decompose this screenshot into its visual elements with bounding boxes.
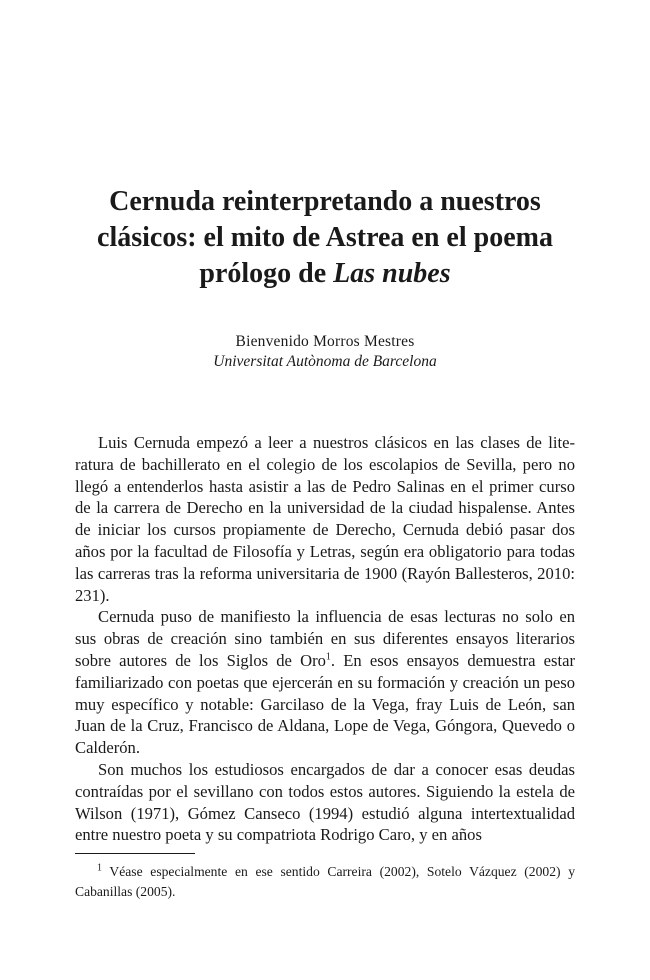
footnote-divider xyxy=(75,853,195,854)
author-name: Bienvenido Morros Mestres xyxy=(235,333,415,350)
footnote-number: 1 xyxy=(97,862,102,874)
footnote-1 xyxy=(75,862,575,902)
byline xyxy=(0,332,650,372)
paragraph-2 xyxy=(75,606,575,759)
paragraph-1: Luis Cernuda empezó a leer a nuestros clásicos en las clases de literatura de bachillerato en el colegio de los escolapios de Sevilla, pero no llegó a entenderlos hasta asistir a las de Pedro Salinas en el primer curso de la carrera de Derecho en la universidad de la ciudad hispalense. Antes de iniciar los cursos propiamente de Derecho, Cernuda debió pasar dos años por la facultad de Filosofía y Letras, según era obligatorio para todas las carreras tras la reforma universitaria de 1900 (Rayón Ballesteros, 2010: 231). xyxy=(75,433,575,605)
title-italic-work: Las nubes xyxy=(333,258,451,289)
article-title xyxy=(60,184,590,292)
title-text: Cernuda reinterpretando a nuestros clásicos: el mito de Astrea en el poema prólogo de xyxy=(97,186,553,289)
paragraph-3: Son muchos los estudiosos encargados de dar a conocer esas deudas contraídas por el sevillano con todos estos autores. Siguiendo la estela de Wilson (1971), Gómez Canseco (1994) estudió alguna intertextualidad entre nuestro poeta y su compatriota Rodrigo Caro, y en años xyxy=(75,759,575,845)
footnote-reference: 1 xyxy=(325,651,331,663)
paragraph-2-text-b: . En esos ensayos demuestra estar familiarizado con poetas que ejercerán en su formación y creación un peso muy específico y notable: Garcilaso de la Vega, fray Luis de León, san Juan de la Cruz, Francisco de Aldana, Lope de Vega, Góngora, Quevedo o Calderón. xyxy=(75,650,576,758)
paragraph-2-text-a: Cernuda puso de manifiesto la influencia de esas lecturas no solo en sus obras de creación sino también en sus diferentes ensayos literarios sobre autores de los Siglos de Oro xyxy=(75,607,575,670)
body-text xyxy=(75,432,575,846)
footnote-text: Véase especialmente en ese sentido Carreira (2002), Sotelo Vázquez (2002) y Cabanillas (2005). xyxy=(75,864,575,899)
author-affiliation: Universitat Autònoma de Barcelona xyxy=(213,353,437,370)
